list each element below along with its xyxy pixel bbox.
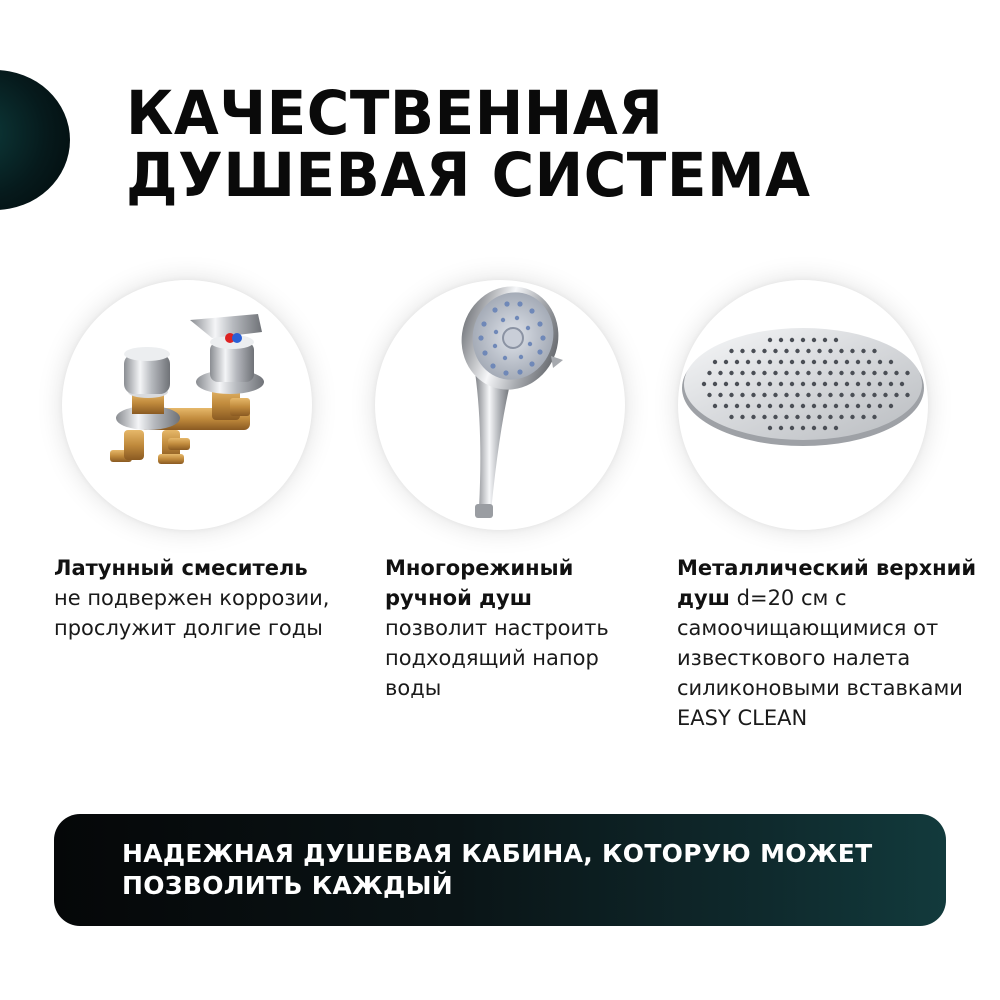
rain-shower-image-circle bbox=[678, 280, 928, 530]
feature-hand-shower-text: позволит настроить подходящий напор воды bbox=[385, 616, 609, 700]
feature-hand-shower-description bbox=[385, 553, 655, 703]
rain-shower-icon bbox=[678, 280, 928, 530]
feature-hand-shower-title: Многорежиный ручной душ bbox=[385, 556, 574, 610]
feature-mixer-title: Латунный смеситель bbox=[54, 556, 308, 580]
feature-rain-shower-description bbox=[677, 553, 977, 733]
hand-shower-image-circle bbox=[375, 280, 625, 530]
page-title-line-1: КАЧЕСТВЕННАЯ bbox=[126, 77, 664, 149]
feature-mixer-text: не подвержен коррозии, прослужит долгие годы bbox=[54, 586, 330, 640]
feature-rain-shower-text: d=20 см с самоочищающимися от известкового налета силиконовыми вставками EASY CLEAN bbox=[677, 586, 963, 730]
decorative-corner-circle bbox=[0, 70, 70, 210]
mixer-image-circle bbox=[62, 280, 312, 530]
feature-mixer-description bbox=[54, 553, 354, 643]
banner-text: НАДЕЖНАЯ ДУШЕВАЯ КАБИНА, КОТОРУЮ МОЖЕТ ПОЗВОЛИТЬ КАЖДЫЙ bbox=[122, 839, 873, 900]
hand-shower-icon bbox=[375, 280, 625, 530]
page-title bbox=[126, 77, 886, 211]
feature-rain-shower-title: Металлический верхний душ bbox=[677, 556, 977, 610]
bottom-banner bbox=[54, 814, 946, 926]
page-title-line-2: ДУШЕВАЯ СИСТЕМА bbox=[126, 139, 811, 211]
brass-mixer-icon bbox=[62, 280, 312, 530]
